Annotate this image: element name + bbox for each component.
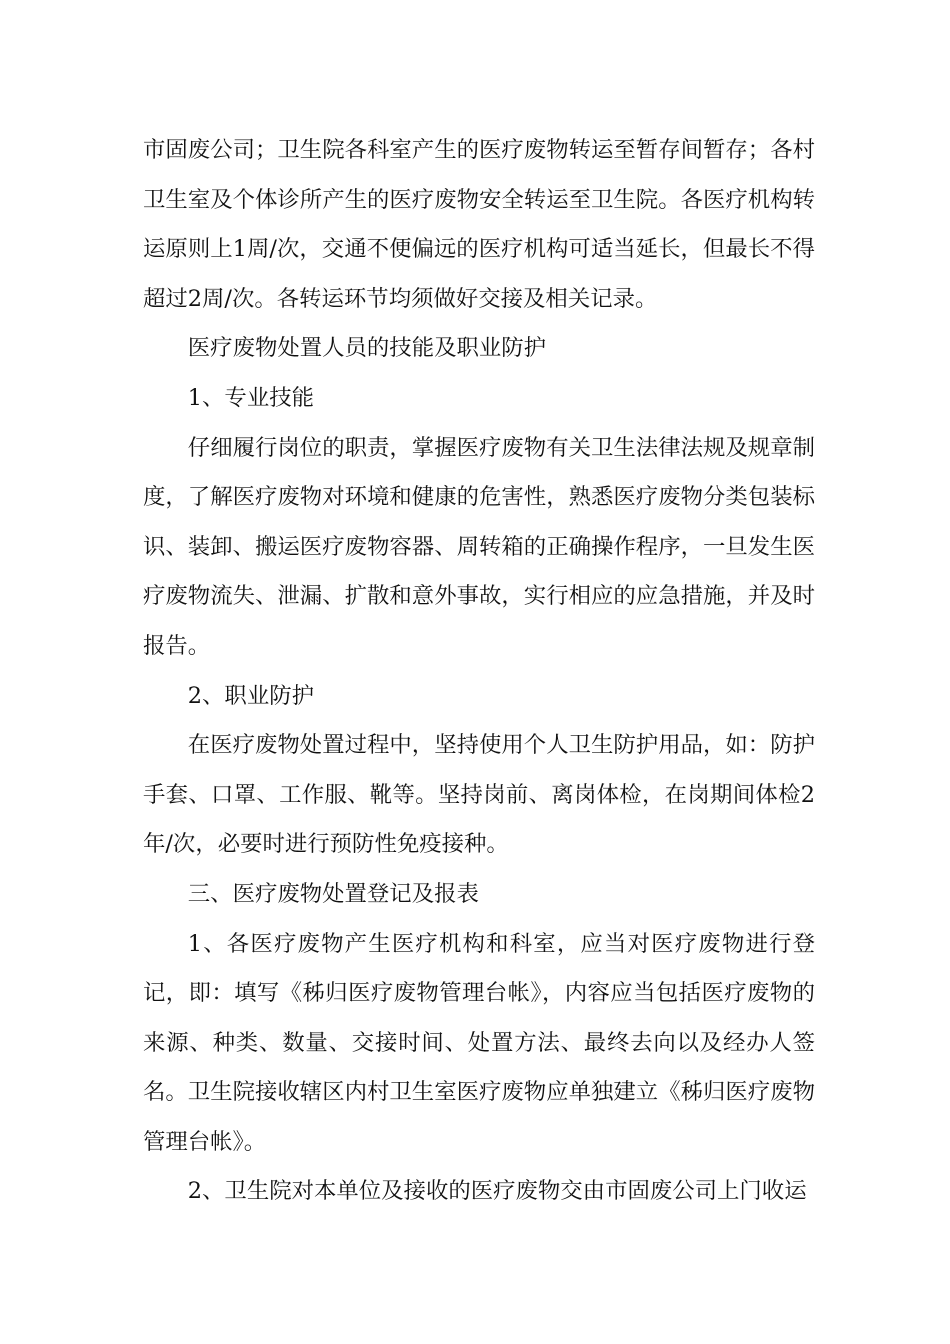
heading-staff-skills-protection: 医疗废物处置人员的技能及职业防护	[187, 335, 547, 362]
heading-registration-reports: 三、医疗废物处置登记及报表	[187, 880, 479, 907]
paragraph-registration-1: 1、各医疗废物产生医疗机构和科室，应当对医疗废物进行登记，即：填写《秭归医疗废物管理台帐》，内容应当包括医疗废物的来源、种类、数量、交接时间、处置方法、最终去向以及经办人签名。卫生院接收辖区内村卫生室医疗废物应单独建立《秭归医疗废物管理台帐》。	[143, 930, 815, 1155]
heading-professional-skills: 1、专业技能	[187, 384, 314, 411]
heading-occupational-protection: 2、职业防护	[187, 682, 314, 709]
paragraph-professional-skills: 仔细履行岗位的职责，掌握医疗废物有关卫生法律法规及规章制度，了解医疗废物对环境和健康的危害性，熟悉医疗废物分类包装标识、装卸、搬运医疗废物容器、周转箱的正确操作程序，一旦发生医疗废物流失、泄漏、扩散和意外事故，实行相应的应急措施，并及时报告。	[143, 434, 815, 659]
paragraph-registration-2: 2、卫生院对本单位及接收的医疗废物交由市固废公司上门收运	[187, 1178, 807, 1205]
paragraph-occupational-protection: 在医疗废物处置过程中，坚持使用个人卫生防护用品，如：防护手套、口罩、工作服、靴等。坚持岗前、离岗体检，在岗期间体检2年/次，必要时进行预防性免疫接种。	[143, 732, 815, 858]
document-body	[143, 126, 815, 1217]
paragraph-transport-rules: 市固废公司；卫生院各科室产生的医疗废物转运至暂存间暂存；各村卫生室及个体诊所产生的医疗废物安全转运至卫生院。各医疗机构转运原则上1周/次，交通不便偏远的医疗机构可适当延长，但最长不得超过2周/次。各转运环节均须做好交接及相关记录。	[143, 137, 815, 312]
